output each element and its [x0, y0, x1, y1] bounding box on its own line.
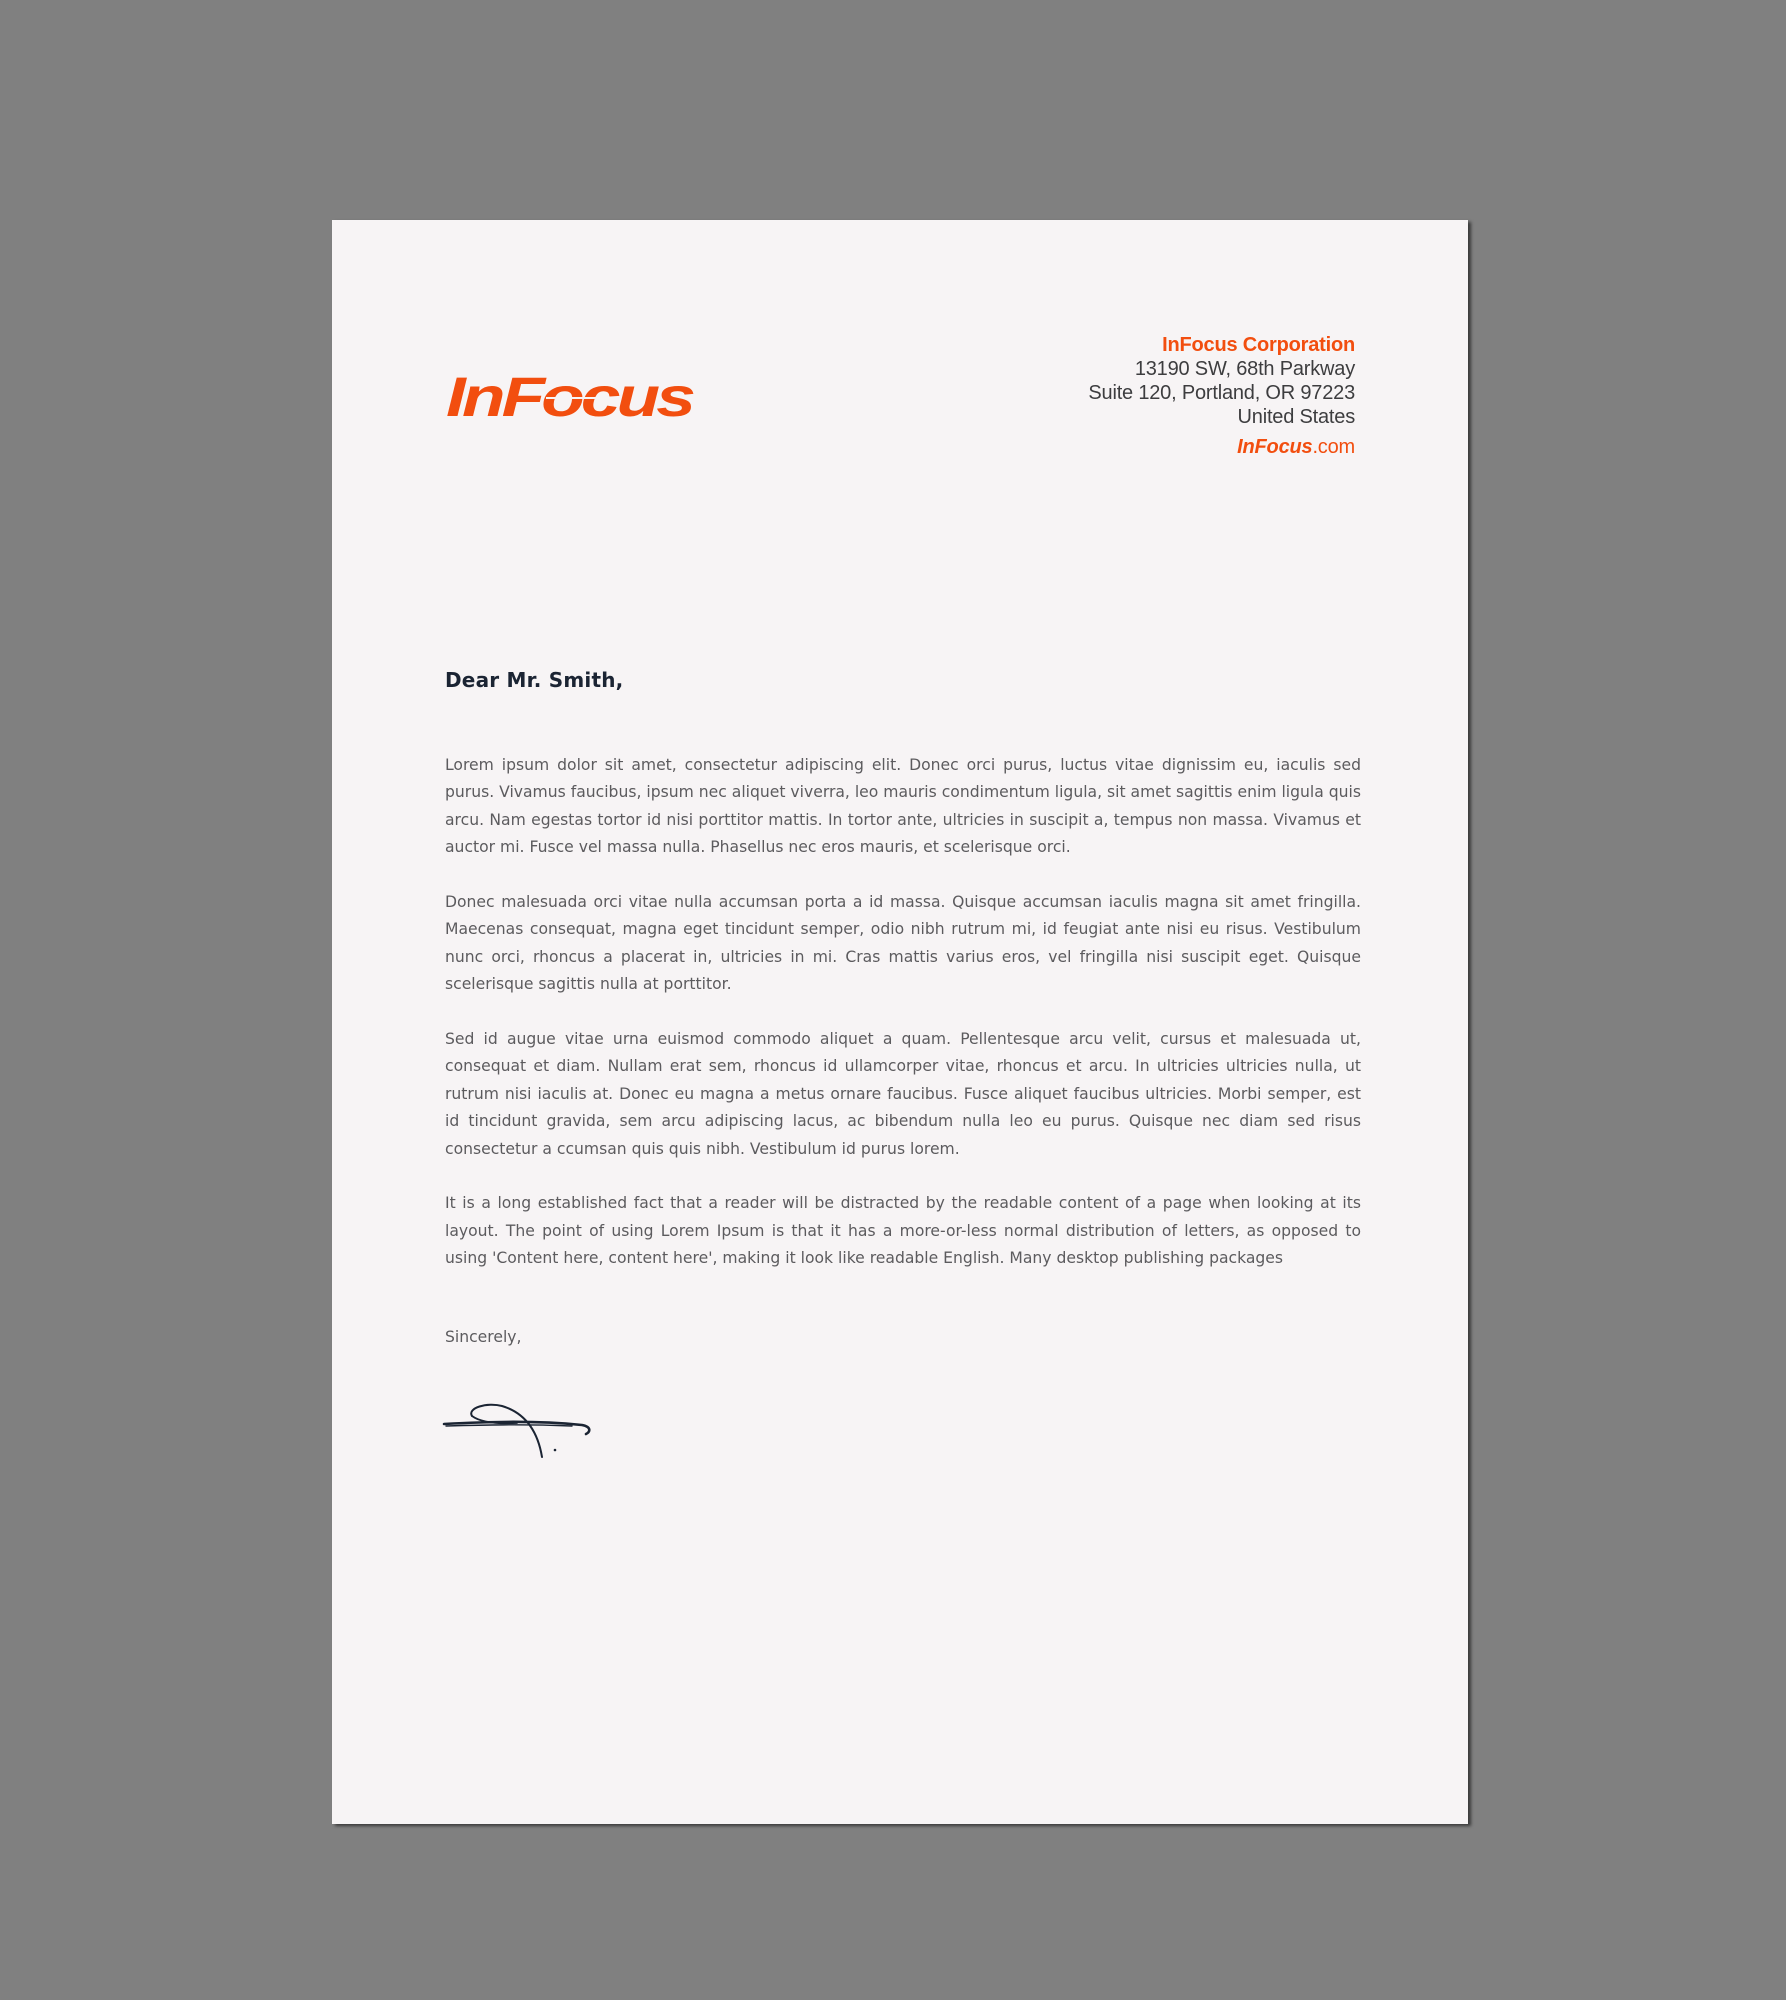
company-name: InFocus Corporation	[1162, 334, 1355, 356]
company-address-block	[1088, 333, 1355, 459]
svg-text:InFocus: InFocus	[446, 370, 695, 422]
paragraph-4: It is a long established fact that a reader will be distracted by the readable content of a page when looking at its layout. The point of using Lorem Ipsum is that it has a more-or-less normal distribution of letters, as opposed to using 'Content here, content here', making it look like readable English. Many desktop publishing packages	[445, 1194, 1361, 1268]
website-link[interactable]	[1088, 435, 1355, 459]
address-line-1: 13190 SW, 68th Parkway	[1134, 358, 1355, 380]
website-suffix: .com	[1312, 436, 1355, 458]
website-brand: InFocus	[1237, 436, 1313, 458]
paragraph-1: Lorem ipsum dolor sit amet, consectetur adipiscing elit. Donec orci purus, luctus vitae dignissim eu, iaculis sed purus. Vivamus faucibus, ipsum nec aliquet viverra, leo mauris condimentum ligula, sit amet sagittis enim ligula quis arcu. Nam egestas tortor id nisi porttitor mattis. In tortor ante, ultricies in suscipit a, tempus non massa. Vivamus et auctor mi. Fusce vel massa nulla. Phasellus nec eros mauris, et scelerisque orci.	[445, 756, 1361, 857]
infocus-logo	[446, 370, 696, 422]
signature-icon	[442, 1392, 592, 1462]
closing: Sincerely,	[445, 1328, 522, 1346]
address-line-2: Suite 120, Portland, OR 97223	[1088, 382, 1355, 404]
paragraph-3: Sed id augue vitae urna euismod commodo aliquet a quam. Pellentesque arcu velit, cursus et malesuada ut, consequat et diam. Nullam erat sem, rhoncus id ullamcorper vitae, rhoncus et arcu. In ultricies ultricies nulla, ut rutrum nisi iaculis at. Donec eu magna a metus ornare faucibus. Fusce aliquet faucibus ultricies. Morbi semper, est id tincidunt gravida, sem arcu adipiscing lacus, ac bibendum nulla leo eu purus. Quisque nec diam sed risus consectetur a ccumsan quis quis nibh. Vestibulum id purus lorem.	[445, 1030, 1361, 1158]
salutation: Dear Mr. Smith,	[445, 668, 624, 692]
paragraph-2: Donec malesuada orci vitae nulla accumsan porta a id massa. Quisque accumsan iaculis magna sit amet fringilla. Maecenas consequat, magna eget tincidunt semper, odio nibh rutrum mi, id feugiat ante nisi eu risus. Vestibulum nunc orci, rhoncus a placerat in, ultricies in mi. Cras mattis varius eros, vel fringilla nisi suscipit eget. Quisque scelerisque sagittis nulla at porttitor.	[445, 893, 1361, 994]
address-line-3: United States	[1237, 406, 1355, 428]
letter-body	[445, 752, 1361, 1300]
letter-page	[332, 220, 1468, 1824]
